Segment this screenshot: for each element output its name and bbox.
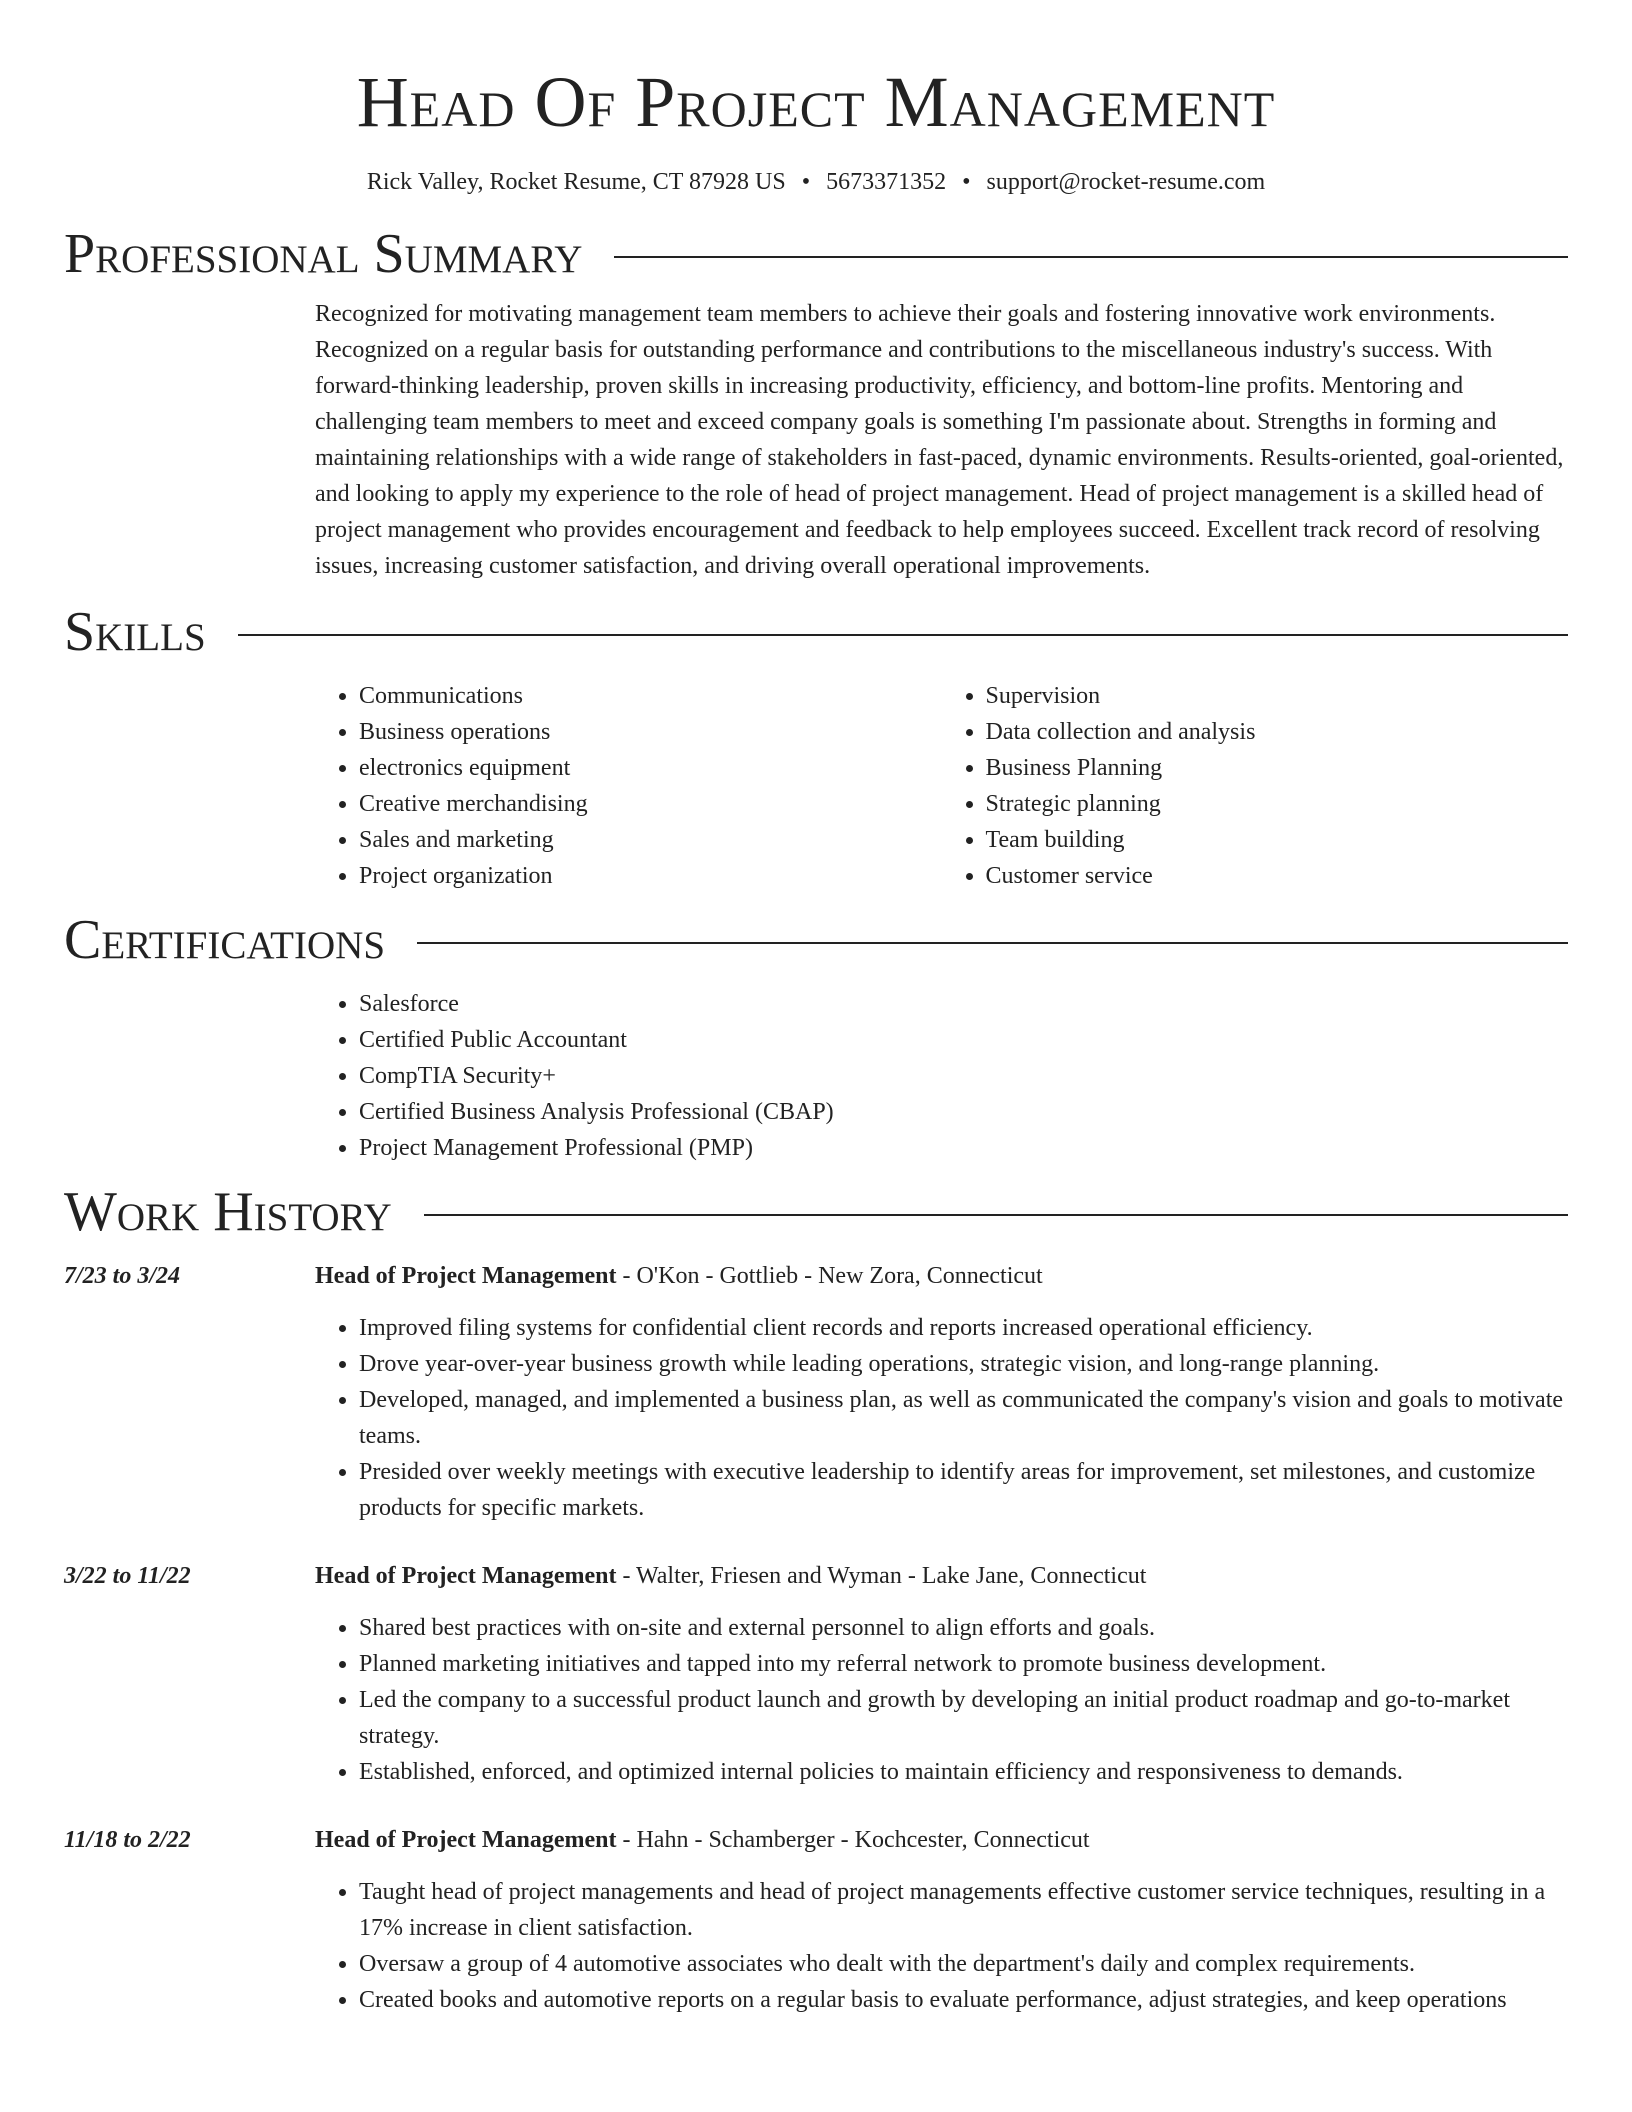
certification-item: • CompTIA Security+ <box>359 1058 1568 1094</box>
job-bullet: • Established, enforced, and optimized internal policies to maintain efficiency and responsiveness to demands. <box>359 1754 1568 1790</box>
skill-item: • Business Planning <box>986 750 1569 786</box>
skill-item: • Creative merchandising <box>359 786 942 822</box>
certifications-section-header <box>64 908 1568 972</box>
certification-item: • Certified Business Analysis Professional (CBAP) <box>359 1094 1568 1130</box>
job-bullet: • Presided over weekly meetings with executive leadership to identify areas for improvement, set milestones, and customize products for specific markets. <box>359 1454 1568 1526</box>
job-heading <box>315 1258 1568 1294</box>
job-bullet: • Led the company to a successful product launch and growth by developing an initial product roadmap and go-to-market strategy. <box>359 1682 1568 1754</box>
certifications-heading: Certifications <box>64 909 386 971</box>
job-title: Head of Project Management <box>315 1263 617 1289</box>
job-main <box>315 1822 1568 2018</box>
skills-list-left <box>315 678 942 894</box>
contact-phone: 5673371352 <box>826 169 947 195</box>
skill-item: • Sales and marketing <box>359 822 942 858</box>
skills-list-right <box>942 678 1569 894</box>
skill-item: • Data collection and analysis <box>986 714 1569 750</box>
certification-item: • Certified Public Accountant <box>359 1022 1568 1058</box>
job-bullet: • Taught head of project managements and head of project managements effective customer service techniques, resulting in a 17% increase in client satisfaction. <box>359 1874 1568 1946</box>
job-bullet: • Created books and automotive reports on a regular basis to evaluate performance, adjust strategies, and keep operations <box>359 1982 1568 2018</box>
skill-item: • Customer service <box>986 858 1569 894</box>
certifications-list <box>315 986 1568 1166</box>
job-title: Head of Project Management <box>315 1827 617 1853</box>
summary-body <box>315 296 1568 584</box>
job-dates: 3/22 to 11/22 <box>64 1563 191 1589</box>
contact-separator: • <box>962 169 971 195</box>
job-title: Head of Project Management <box>315 1563 617 1589</box>
job-details: - O'Kon - Gottlieb - New Zora, Connecticut <box>616 1263 1043 1289</box>
skill-item: • Project organization <box>359 858 942 894</box>
job-details: - Walter, Friesen and Wyman - Lake Jane, Connecticut <box>616 1563 1147 1589</box>
certification-item: • Project Management Professional (PMP) <box>359 1130 1568 1166</box>
contact-line <box>64 164 1568 200</box>
job-bullet: • Drove year-over-year business growth while leading operations, strategic vision, and long-range planning. <box>359 1346 1568 1382</box>
skill-item: • Team building <box>986 822 1569 858</box>
job-bullet: • Developed, managed, and implemented a business plan, as well as communicated the company's vision and goals to motivate teams. <box>359 1382 1568 1454</box>
summary-heading: Professional Summary <box>64 223 583 285</box>
job-dates: 11/18 to 2/22 <box>64 1827 191 1853</box>
contact-address: Rick Valley, Rocket Resume, CT 87928 US <box>366 169 786 195</box>
section-divider <box>238 634 1568 636</box>
contact-email: support@rocket-resume.com <box>986 169 1266 195</box>
skill-item: • Business operations <box>359 714 942 750</box>
resume-title: Head Of Project Management <box>356 62 1276 142</box>
section-divider <box>424 1214 1568 1216</box>
job-heading <box>315 1558 1568 1594</box>
skills-grid <box>315 678 1568 894</box>
job-entry <box>64 1258 1568 1526</box>
job-main <box>315 1558 1568 1790</box>
section-divider <box>614 256 1568 258</box>
section-divider <box>417 942 1568 944</box>
certifications-body <box>315 986 1568 1166</box>
job-bullets <box>315 1610 1568 1790</box>
job-bullets <box>315 1310 1568 1526</box>
work-history-section-header <box>64 1180 1568 1244</box>
skills-section-header <box>64 600 1568 664</box>
job-main <box>315 1258 1568 1526</box>
job-bullets <box>315 1874 1568 2018</box>
job-details: - Hahn - Schamberger - Kochcester, Connecticut <box>616 1827 1090 1853</box>
skills-heading: Skills <box>64 601 206 663</box>
certification-item: • Salesforce <box>359 986 1568 1022</box>
summary-text: Recognized for motivating management team members to achieve their goals and fostering innovative work environments. Recognized on a regular basis for outstanding performance and contributions to the miscellaneous industry's success. With forward-thinking leadership, proven skills in increasing productivity, efficiency, and bottom-line profits. Mentoring and challenging team members to meet and exceed company goals is something I'm passionate about. Strengths in forming and maintaining relationships with a wide range of stakeholders in fast-paced, dynamic environments. Results-oriented, goal-oriented, and looking to apply my experience to the role of head of project management. Head of project management is a skilled head of project management who provides encouragement and feedback to help employees succeed. Excellent track record of resolving issues, increasing customer satisfaction, and driving overall operational improvements. <box>315 301 1564 579</box>
job-dates: 7/23 to 3/24 <box>64 1263 181 1289</box>
job-bullet: • Improved filing systems for confidential client records and reports increased operational efficiency. <box>359 1310 1568 1346</box>
work-history-heading: Work History <box>64 1181 392 1243</box>
summary-section-header <box>64 222 1568 286</box>
job-bullet: • Shared best practices with on-site and external personnel to align efforts and goals. <box>359 1610 1568 1646</box>
job-bullet: • Oversaw a group of 4 automotive associates who dealt with the department's daily and complex requirements. <box>359 1946 1568 1982</box>
skill-item: • Supervision <box>986 678 1569 714</box>
job-heading <box>315 1822 1568 1858</box>
job-entry <box>64 1558 1568 1790</box>
job-entry <box>64 1822 1568 2018</box>
skill-item: • electronics equipment <box>359 750 942 786</box>
skill-item: • Strategic planning <box>986 786 1569 822</box>
job-bullet: • Planned marketing initiatives and tapped into my referral network to promote business development. <box>359 1646 1568 1682</box>
skill-item: • Communications <box>359 678 942 714</box>
contact-separator: • <box>801 169 811 195</box>
